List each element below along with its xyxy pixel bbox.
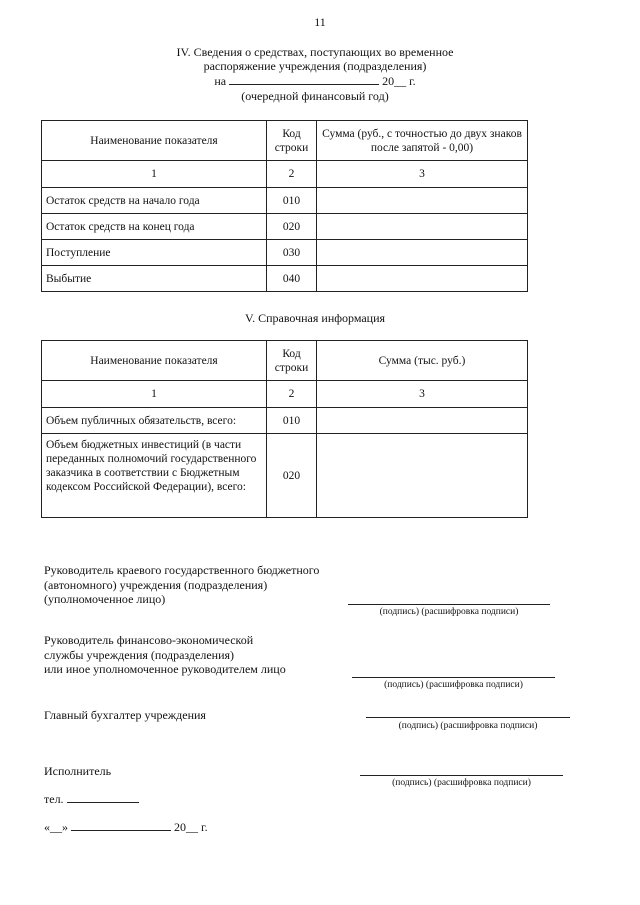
section4-title-line2: распоряжение учреждения (подразделения) <box>203 59 427 73</box>
row-code: 010 <box>267 188 317 214</box>
phone-line <box>44 792 139 807</box>
row-name: Объем публичных обязательств, всего: <box>42 408 267 434</box>
row-code: 010 <box>267 408 317 434</box>
row-sum[interactable] <box>317 240 528 266</box>
label-line: Главный бухгалтер учреждения <box>44 708 206 722</box>
col-number: 2 <box>267 161 317 188</box>
row-name: Объем бюджетных инвестиций (в части переданных полномочий государственного заказчика в соответствии с Бюджетным кодексом Российской Федерации), всего: <box>42 434 267 518</box>
label-line: Исполнитель <box>44 764 112 778</box>
row-name: Остаток средств на конец года <box>42 214 267 240</box>
table-row <box>42 434 528 518</box>
signature-caption-2: (подпись) (расшифровка подписи) <box>384 680 523 690</box>
section4-title-line1: IV. Сведения о средствах, поступающих во временное <box>176 45 454 59</box>
section5-table <box>41 340 528 518</box>
row-name: Остаток средств на начало года <box>42 188 267 214</box>
phone-blank[interactable] <box>67 802 139 803</box>
label-line: Руководитель краевого государственного бюджетного <box>44 563 320 577</box>
signature-label-3 <box>44 708 206 723</box>
signature-line-2[interactable] <box>352 677 555 678</box>
row-sum[interactable] <box>317 266 528 292</box>
section5-title: V. Справочная информация <box>244 311 386 325</box>
label-line: (автономного) учреждения (подразделения) <box>44 577 268 592</box>
date-month-blank[interactable] <box>71 830 171 831</box>
section4-year-line <box>0 74 630 88</box>
phone-label: тел. <box>44 792 64 806</box>
table-row <box>42 240 528 266</box>
header-sum: Сумма (руб., с точностью до двух знаков после запятой - 0,00) <box>317 121 528 161</box>
section4-table <box>41 120 528 292</box>
table-row <box>42 408 528 434</box>
row-code: 020 <box>267 214 317 240</box>
row-sum[interactable] <box>317 434 528 518</box>
col-number: 2 <box>267 381 317 408</box>
label-line: Руководитель финансово-экономической <box>44 633 254 647</box>
signature-line-4[interactable] <box>360 775 563 776</box>
row-name: Выбытие <box>42 266 267 292</box>
header-code: Код строки <box>267 121 317 161</box>
page-number: 11 <box>314 15 326 29</box>
col-number: 3 <box>317 161 528 188</box>
signature-line-1[interactable] <box>348 604 550 605</box>
signature-caption-1: (подпись) (расшифровка подписи) <box>379 607 519 617</box>
header-name: Наименование показателя <box>42 121 267 161</box>
row-code: 030 <box>267 240 317 266</box>
table-row <box>42 266 528 292</box>
row-code: 020 <box>267 434 317 518</box>
row-sum[interactable] <box>317 188 528 214</box>
label-line: или иное уполномоченное руководителем лицо <box>44 662 286 676</box>
on-prefix: на <box>214 74 227 88</box>
signature-label-1 <box>44 563 319 607</box>
date-line <box>44 820 208 835</box>
signature-label-2 <box>44 633 286 677</box>
label-line: службы учреждения (подразделения) <box>44 647 235 662</box>
label-line: (уполномоченное лицо) <box>44 592 166 606</box>
row-code: 040 <box>267 266 317 292</box>
year-suffix: 20__ г. <box>382 74 416 88</box>
row-sum[interactable] <box>317 408 528 434</box>
signature-caption-4: (подпись) (расшифровка подписи) <box>392 778 531 788</box>
year-caption: (очередной финансовый год) <box>241 89 389 103</box>
table-row <box>42 214 528 240</box>
table-row <box>42 188 528 214</box>
signature-line-3[interactable] <box>366 717 570 718</box>
date-year: 20__ г. <box>174 820 208 834</box>
col-number: 1 <box>42 381 267 408</box>
signature-label-4 <box>44 764 111 779</box>
col-number: 1 <box>42 161 267 188</box>
header-sum: Сумма (тыс. руб.) <box>317 341 528 381</box>
date-blank <box>229 84 379 85</box>
row-sum[interactable] <box>317 214 528 240</box>
col-number: 3 <box>317 381 528 408</box>
header-code: Код строки <box>267 341 317 381</box>
signature-caption-3: (подпись) (расшифровка подписи) <box>398 721 538 731</box>
row-name: Поступление <box>42 240 267 266</box>
header-name: Наименование показателя <box>42 341 267 381</box>
date-day: «__» <box>44 820 68 834</box>
